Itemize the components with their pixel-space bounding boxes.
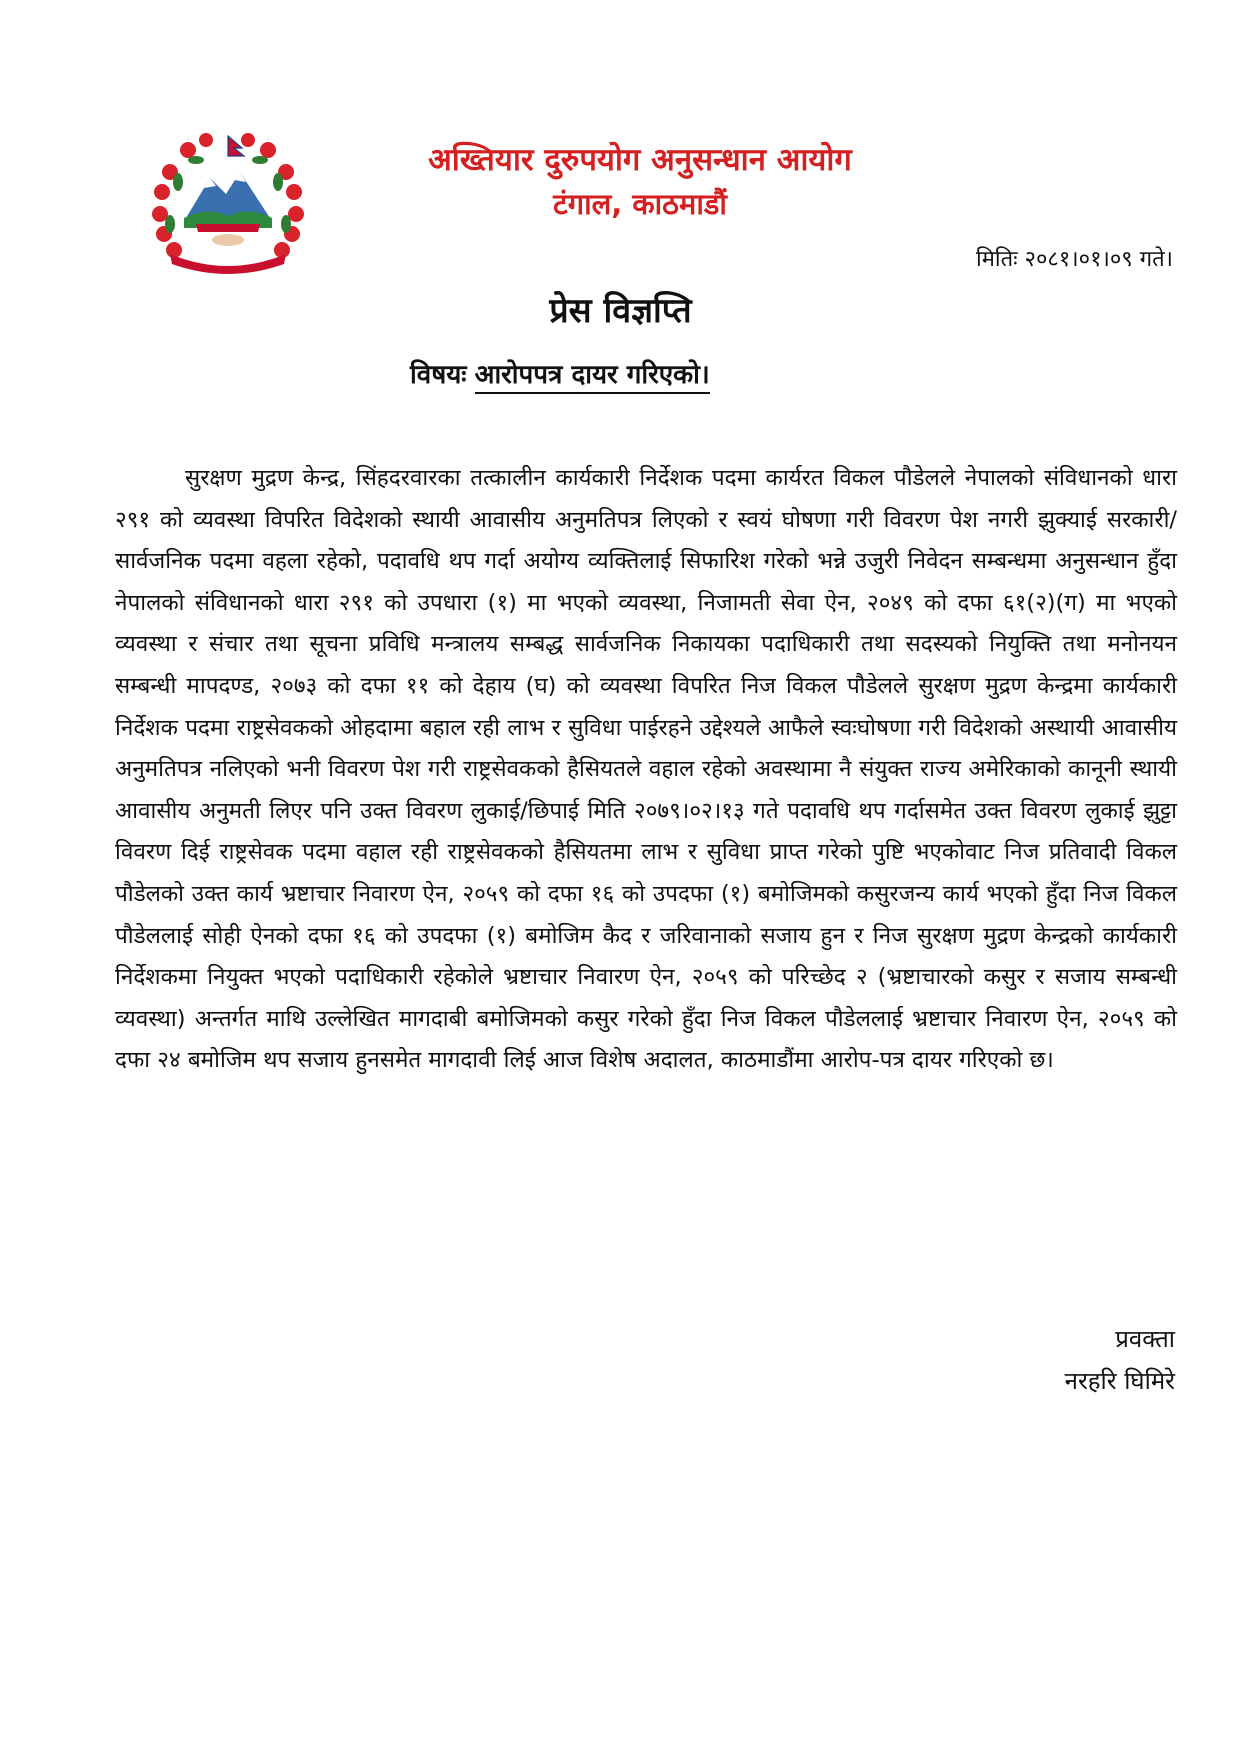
subject-text: आरोपपत्र दायर गरिएको।: [475, 360, 710, 394]
organization-header: [360, 138, 920, 226]
subject-line: [410, 355, 710, 391]
subject-label: विषयः: [410, 360, 467, 390]
organization-address: टंगाल, काठमाडौं: [553, 187, 727, 221]
organization-name: अख्तियार दुरुपयोग अनुसन्धान आयोग: [428, 142, 852, 178]
signature-block: [1065, 1318, 1175, 1402]
body-paragraph: सुरक्षण मुद्रण केन्द्र, सिंहदरवारका तत्कालीन कार्यकारी निर्देशक पदमा कार्यरत विकल पौडेलले नेपालको संविधानको धारा २९१ को व्यवस्था विपरित विदेशको स्थायी आवासीय अनुमतिपत्र लिएको र स्वयं घोषणा गरी विवरण पेश नगरी झुक्याई सरकारी/सार्वजनिक पदमा वहला रहेको, पदावधि थप गर्दा अयोग्य व्यक्तिलाई सिफारिश गरेको भन्ने उजुरी निवेदन सम्बन्धमा अनुसन्धान हुँदा नेपालको संविधानको धारा २९१ को उपधारा (१) मा भएको व्यवस्था, निजामती सेवा ऐन, २०४९ को दफा ६१(२)(ग) मा भएको व्यवस्था र संचार तथा सूचना प्रविधि मन्त्रालय सम्बद्ध सार्वजनिक निकायका पदाधिकारी तथा सदस्यको नियुक्ति तथा मनोनयन सम्बन्धी मापदण्ड, २०७३ को दफा ११ को देहाय (घ) को व्यवस्था विपरित निज विकल पौडेलले सुरक्षण मुद्रण केन्द्रमा कार्यकारी निर्देशक पदमा राष्ट्रसेवकको ओहदामा बहाल रही लाभ र सुविधा पाईरहने उद्देश्यले आफैले स्वःघोषणा गरी विदेशको अस्थायी आवासीय अनुमतिपत्र नलिएको भनी विवरण पेश गरी राष्ट्रसेवकको हैसियतले वहाल रहेको अवस्थामा नै संयुक्त राज्य अमेरिकाको कानूनी स्थायी आवासीय अनुमती लिएर पनि उक्त विवरण लुकाई/छिपाई मिति २०७९।०२।१३ गते पदावधि थप गर्दासमेत उक्त विवरण लुकाई झुट्टा विवरण दिई राष्ट्रसेवक पदमा वहाल रही राष्ट्रसेवकको हैसियतमा लाभ र सुविधा प्राप्त गरेको पुष्टि भएकोवाट निज प्रतिवादी विकल पौडेलको उक्त कार्य भ्रष्टाचार निवारण ऐन, २०५९ को दफा १६ को उपदफा (१) बमोजिमको कसुरजन्य कार्य भएको हुँदा निज विकल पौडेललाई सोही ऐनको दफा १६ को उपदफा (१) बमोजिम कैद र जरिवानाको सजाय हुन र निज सुरक्षण मुद्रण केन्द्रको कार्यकारी निर्देशकमा नियुक्त भएको पदाधिकारी रहेकोले भ्रष्टाचार निवारण ऐन, २०५९ को परिच्छेद २ (भ्रष्टाचारको कसुर र सजाय सम्बन्धी व्यवस्था) अन्तर्गत माथि उल्लेखित मागदाबी बमोजिमको कसुर गरेको हुँदा निज विकल पौडेललाई भ्रष्टाचार निवारण ऐन, २०५९ को दफा २४ बमोजिम थप सजाय हुनसमेत मागदावी लिई आज विशेष अदालत, काठमाडौंमा आरोप-पत्र दायर गरिएको छ।: [115, 465, 1177, 1074]
document-date: मितिः २०८१।०१।०९ गते।: [976, 247, 1173, 272]
signatory-role: प्रवक्ता: [1115, 1325, 1175, 1353]
page-title: प्रेस विज्ञप्ति: [549, 291, 692, 331]
nepal-emblem-icon: [148, 132, 308, 278]
signatory-name: नरहरि घिमिरे: [1064, 1367, 1175, 1395]
